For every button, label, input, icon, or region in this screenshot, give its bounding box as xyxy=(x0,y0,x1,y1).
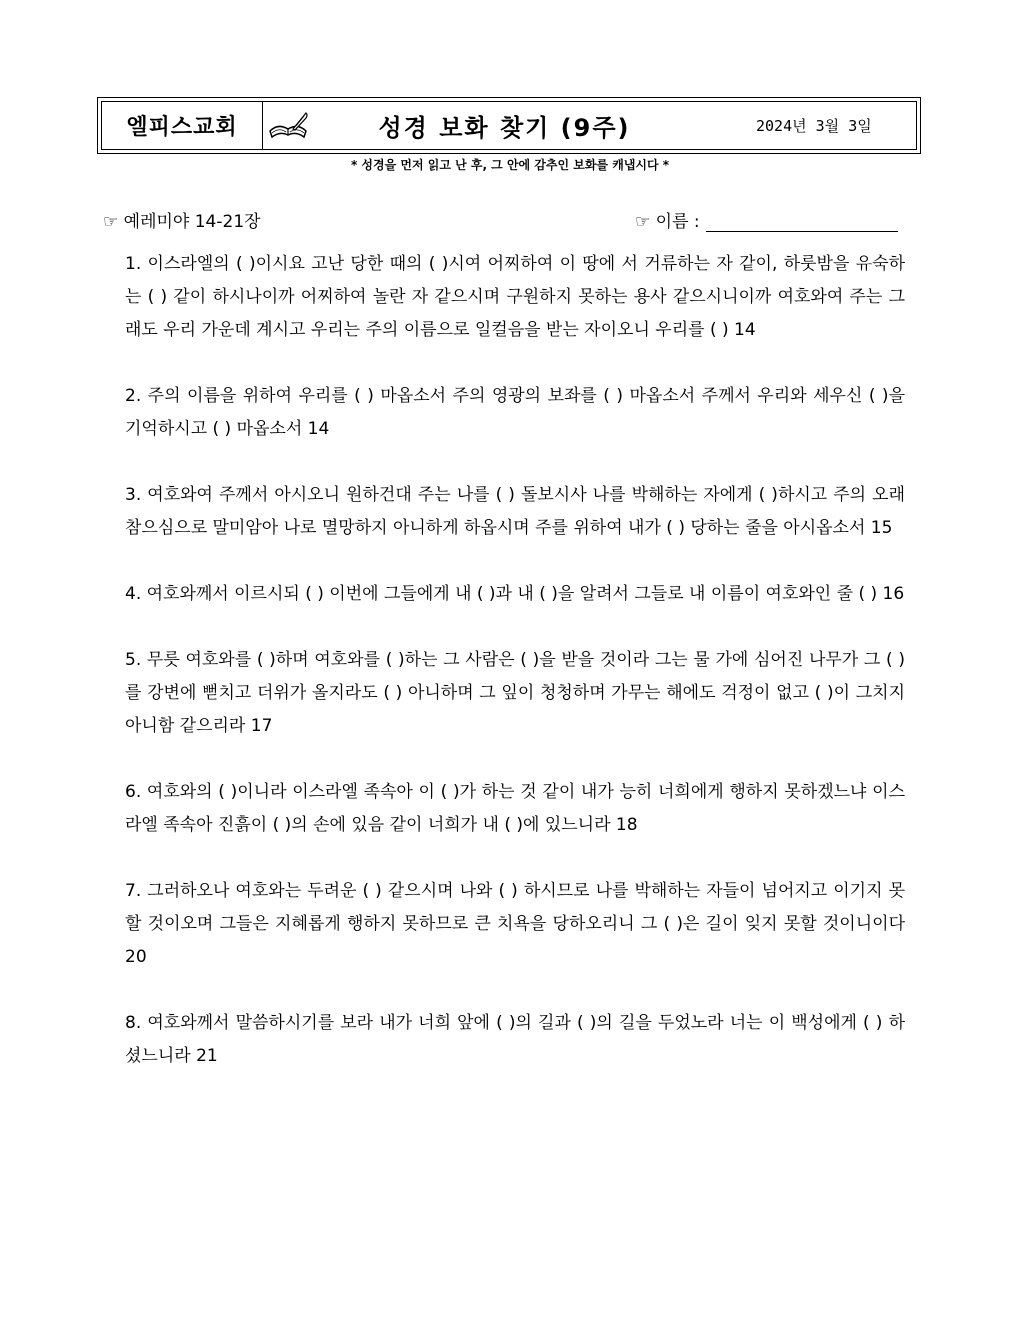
question-list xyxy=(125,248,905,1073)
question-5: 5. 무릇 여호와를 ( )하며 여호와를 ( )하는 그 사람은 ( )을 받을 것이라 그는 물 가에 심어진 나무가 그 ( )를 강변에 뻗치고 더위가 올지라도 ( ) 아니하며 그 잎이 청청하며 가무는 해에도 걱정이 없고 ( )이 그치지 아니함 같으리라 17 xyxy=(125,650,905,736)
subtitle: * 성경을 먼저 읽고 난 후, 그 안에 감추인 보화를 캐냅시다 * xyxy=(350,158,670,172)
question-6: 6. 여호와의 ( )이니라 이스라엘 족속아 이 ( )가 하는 것 같이 내가 능히 너희에게 행하지 못하겠느냐 이스라엘 족속아 진흙이 ( )의 손에 있음 같이 너희가 내 ( )에 있느니라 18 xyxy=(125,782,905,835)
question-2: 2. 주의 이름을 위하여 우리를 ( ) 마옵소서 주의 영광의 보좌를 ( ) 마옵소서 주께서 우리와 세우신 ( )을 기억하시고 ( ) 마옵소서 14 xyxy=(125,386,905,439)
header-inner xyxy=(101,101,917,150)
name-blank-line[interactable] xyxy=(706,211,898,232)
scripture-reference: ☞ 예레미야 14-21장 xyxy=(103,212,261,232)
question-4: 4. 여호와께서 이르시되 ( ) 이번에 그들에게 내 ( )과 내 ( )을 알려서 그들로 내 이름이 여호와인 줄 ( ) 16 xyxy=(125,584,905,604)
question-8: 8. 여호와께서 말씀하시기를 보라 내가 너희 앞에 ( )의 길과 ( )의 길을 두었노라 너는 이 백성에게 ( ) 하셨느니라 21 xyxy=(125,1013,905,1066)
date: 2024년 3월 3일 xyxy=(756,117,872,135)
question-3: 3. 여호와여 주께서 아시오니 원하건대 주는 나를 ( ) 돌보시사 나를 박해하는 자에게 ( )하시고 주의 오래 참으심으로 말미암아 나로 멸망하지 아니하게 하옵시며 주를 위하여 내가 ( ) 당하는 줄을 아시옵소서 15 xyxy=(125,485,905,538)
header-box xyxy=(97,97,921,154)
church-name: 엘피스교회 xyxy=(102,102,263,149)
question-7: 7. 그러하오나 여호와는 두려운 ( ) 같으시며 나와 ( ) 하시므로 나를 박해하는 자들이 넘어지고 이기지 못할 것이오며 그들은 지혜롭게 행하지 못하므로 큰 치욕을 당하오리니 그 ( )은 길이 잊지 못할 것이니이다 20 xyxy=(125,881,905,967)
name-label: ☞ 이름 : xyxy=(635,212,700,232)
book-quill-icon xyxy=(263,102,313,149)
page-title: 성경 보화 찾기 (9주) xyxy=(378,114,631,142)
question-1: 1. 이스라엘의 ( )이시요 고난 당한 때의 ( )시여 어찌하여 이 땅에 서 거류하는 자 같이, 하룻밤을 유숙하는 ( ) 같이 하시나이까 어찌하여 놀란 자 같으시며 구원하지 못하는 용사 같으시니이까 여호와여 주는 그래도 우리 가운데 계시고 우리는 주의 이름으로 일컬음을 받는 자이오니 우리를 ( ) 14 xyxy=(125,254,905,340)
name-field xyxy=(635,207,898,232)
